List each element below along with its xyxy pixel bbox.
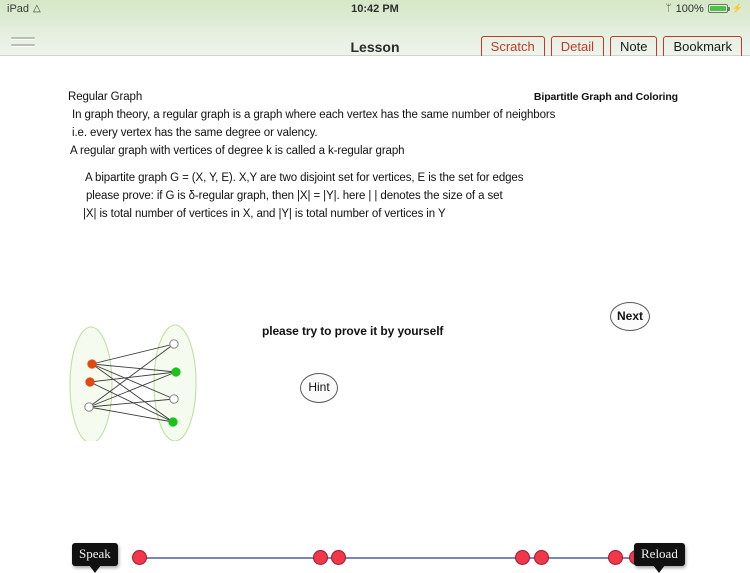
reload-tooltip[interactable]: Reload — [634, 543, 685, 566]
status-bar-time: 10:42 PM — [351, 2, 399, 15]
lightning-bolt-icon: ⚡ — [731, 3, 743, 13]
graph-vertex-x1 — [88, 360, 96, 368]
timeline-track[interactable] — [139, 557, 644, 559]
bookmark-button[interactable]: Bookmark — [663, 36, 742, 59]
definition-line-2: i.e. every vertex has the same degree or valency. — [72, 127, 318, 139]
graph-vertex-x3 — [85, 403, 93, 411]
bipartite-graph-diagram — [60, 261, 200, 441]
graph-vertex-y4 — [169, 418, 177, 426]
graph-vertex-y3 — [170, 395, 178, 403]
problem-line-1: A bipartite graph G = (X, Y, E). X,Y are two disjoint set for vertices, E is the set for edges — [85, 172, 524, 184]
definition-line-3: A regular graph with vertices of degree k is called a k-regular graph — [70, 145, 405, 157]
page-title: Lesson — [350, 39, 400, 55]
status-bar-left — [7, 3, 41, 15]
graph-vertex-y1 — [170, 340, 178, 348]
battery-fill — [710, 6, 726, 11]
hint-button[interactable]: Hint — [300, 373, 338, 403]
section-heading-regular-graph: Regular Graph — [68, 91, 143, 103]
definition-line-1: In graph theory, a regular graph is a graph where each vertex has the same number of neighbors — [72, 109, 556, 121]
graph-vertex-x2 — [86, 378, 94, 386]
battery-percent-label: 100% — [675, 2, 704, 15]
navigation-bar — [0, 17, 750, 56]
next-button[interactable]: Next — [610, 302, 650, 331]
problem-line-3: |X| is total number of vertices in X, and |Y| is total number of vertices in Y — [83, 208, 446, 220]
wifi-icon: △ — [33, 2, 41, 14]
battery-full-icon — [708, 4, 728, 13]
problem-line-2: please prove: if G is δ-regular graph, then |X| = |Y|. here | | denotes the size of a set — [86, 190, 503, 202]
lesson-content-area — [0, 56, 750, 563]
status-bar — [0, 0, 750, 17]
playback-timeline — [0, 488, 750, 568]
note-button[interactable]: Note — [610, 36, 657, 59]
device-name-label: iPad — [7, 2, 30, 15]
status-bar-right — [666, 3, 743, 15]
speak-tooltip[interactable]: Speak — [72, 543, 118, 566]
graph-vertex-y2 — [172, 368, 180, 376]
bluetooth-icon: ᛘ — [665, 2, 672, 14]
battery-cap — [728, 7, 730, 11]
scratch-button[interactable]: Scratch — [481, 36, 545, 59]
section-heading-bipartite: Bipartitle Graph and Coloring — [533, 91, 678, 103]
detail-button[interactable]: Detail — [551, 36, 604, 59]
prompt-text: please try to prove it by yourself — [262, 324, 444, 338]
